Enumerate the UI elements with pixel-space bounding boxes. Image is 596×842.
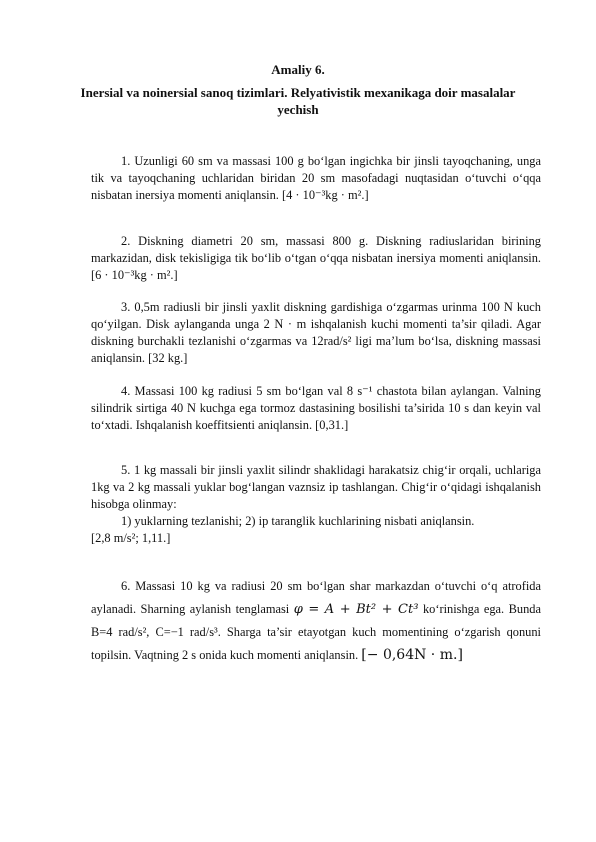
problem-1-answer: [4 · 10⁻³kg · m².] <box>282 188 369 202</box>
problem-5-answer: [2,8 m/s²; 1,11.] <box>91 531 171 545</box>
problem-2-text: 2. Diskning diametri 20 sm, massasi 800 g. Diskning radiuslaridan birining markazidan, disk tekisligiga tik bo‘lib o‘tgan o‘qqa nisbatan inersiya momenti aniqlansin. <box>91 234 541 265</box>
rotation-equation: φ = A + Bt² + Ct³ <box>293 602 419 617</box>
problem-6 <box>91 575 541 667</box>
problem-4-text: 4. Massasi 100 kg radiusi 5 sm bo‘lgan val 8 s⁻¹ chastota bilan aylangan. Valning silindrik sirtiga 40 N kuchga ega tormoz dastasining bosilishi ta’sirida 10 s dan keyin val to‘xtadi. Ishqalanish koeffitsienti aniqlansin. <box>91 384 541 432</box>
problem-1 <box>91 153 541 204</box>
problem-3-answer: [32 kg.] <box>148 351 188 365</box>
problem-4-answer: [0,31.] <box>315 418 349 432</box>
problem-4 <box>91 383 541 434</box>
problem-5-text: 5. 1 kg massali bir jinsli yaxlit silindr shaklidagi harakatsiz chig‘ir orqali, uchlariga 1kg va 2 kg massali yuklar bog‘langan vaznsiz ip tashlangan. Chig‘ir o‘qidagi ishqalanish hisobga olinmay: <box>91 463 541 511</box>
problem-3 <box>91 299 541 367</box>
problem-5 <box>91 462 541 547</box>
page-title: Amaliy 6. <box>271 62 325 77</box>
problem-3-text: 3. 0,5m radiusli bir jinsli yaxlit diskning gardishiga o‘zgarmas urinma 100 N kuch qo‘yilgan. Disk aylanganda unga 2 N · m ishqalanish kuchi momenti ta’sir qiladi. Agar diskning burchakli tezlanishi o‘zgarmas va 12rad/s² ligi ma’lum bo‘lsa, diskning massasi aniqlansin. <box>91 300 541 365</box>
problem-5-subtext: 1) yuklarning tezlanishi; 2) ip taranglik kuchlarining nisbati aniqlansin. <box>121 514 475 528</box>
problem-1-text: 1. Uzunligi 60 sm va massasi 100 g bo‘lgan ingichka bir jinsli tayoqchaning, unga tik va tayoqchaning uchlaridan biridan 20 sm masofadagi nuqtasidan o‘tuvchi o‘qqa nisbatan inersiya momenti aniqlansin. <box>91 154 541 202</box>
problem-2 <box>91 233 541 284</box>
problem-6-text-b: ko‘rinishga ega. Bunda B=4 rad/s², C=−1 rad/s³. Sharga ta’sir etayotgan kuch momentining o‘zgarish qonuni topilsin. Vaqtning 2 s onida kuch momenti aniqlansin. <box>91 602 541 662</box>
problem-6-answer: [− 0,64N · m.] <box>361 647 463 663</box>
problem-2-answer: [6 · 10⁻³kg · m².] <box>91 268 178 282</box>
problem-6-text-a: 6. Massasi 10 kg va radiusi 20 sm bo‘lgan shar markazdan o‘tuvchi o‘q atrofida aylanadi. Sharning aylanish tenglamasi <box>91 579 541 616</box>
page-subtitle: Inersial va noinersial sanoq tizimlari. Relyativistik mexanikaga doir masalalar yechish <box>80 85 516 117</box>
